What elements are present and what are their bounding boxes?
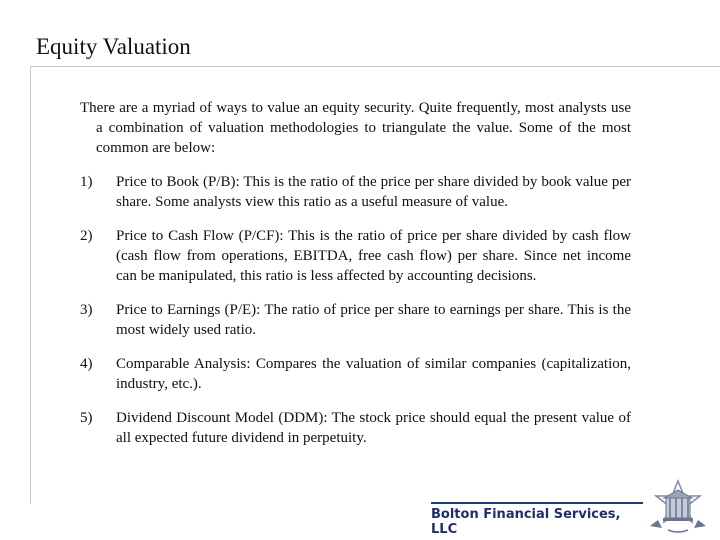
item-number: 3): [80, 302, 93, 318]
item-number: 4): [80, 356, 93, 372]
company-logo-icon: [648, 478, 708, 536]
title-divider: [30, 66, 720, 67]
item-text: Comparable Analysis: Compares the valuation of similar companies (capitalization, industry, etc.).: [116, 356, 631, 392]
item-number: 2): [80, 228, 93, 244]
footer-rule: [431, 502, 643, 504]
list-item: [80, 354, 631, 394]
item-text: Price to Earnings (P/E): The ratio of price per share to earnings per share. This is the most widely used ratio.: [116, 302, 631, 338]
list-item: [80, 226, 631, 286]
list-item: [80, 172, 631, 212]
item-text: Dividend Discount Model (DDM): The stock price should equal the present value of all expected future dividend in perpetuity.: [116, 410, 631, 446]
footer-company-name: Bolton Financial Services, LLC: [431, 507, 621, 537]
item-number: 5): [80, 410, 93, 426]
item-text: Price to Book (P/B): This is the ratio of the price per share divided by book value per share. Some analysts view this ratio as a useful measure of value.: [116, 174, 631, 210]
left-divider: [30, 66, 31, 504]
item-text: Price to Cash Flow (P/CF): This is the ratio of price per share divided by cash flow (cash flow from operations, EBITDA, free cash flow) per share. Since net income can be manipulated, this ratio is less affected by accounting decisions.: [116, 228, 631, 284]
page-title: Equity Valuation: [36, 34, 191, 59]
item-number: 1): [80, 174, 93, 190]
list-item: [80, 408, 631, 448]
list-item: [80, 300, 631, 340]
intro-paragraph: There are a myriad of ways to value an equity security. Quite frequently, most analysts use a combination of valuation methodologies to triangulate the value. Some of the most common are below:: [80, 100, 631, 156]
valuation-methods-list: [80, 172, 631, 448]
slide-body: [80, 98, 631, 462]
